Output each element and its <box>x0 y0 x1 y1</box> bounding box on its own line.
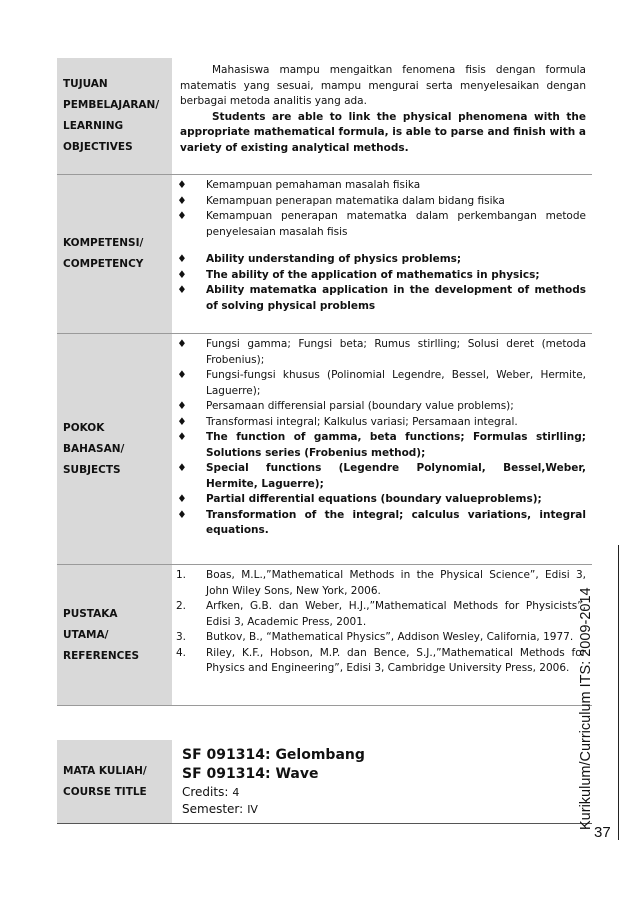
course-label: MATA KULIAH/ COURSE TITLE <box>57 740 172 823</box>
references-row <box>57 565 592 706</box>
references-list <box>176 568 586 677</box>
bullet-diamond-icon: ♦ <box>177 415 187 428</box>
subjects-content <box>172 334 592 564</box>
bullet-diamond-icon: ♦ <box>177 179 187 191</box>
bullet-diamond-icon: ♦ <box>177 338 187 350</box>
list-item: ♦ Fungsi-fungsi khusus (Polinomial Legendre, Bessel, Weber, Hermite, Laguerre); <box>177 369 586 397</box>
list-item: ♦ Kemampuan penerapan matematka dalam perkembangan metode penyelesaian masalah fisis <box>177 210 586 238</box>
course-title-id: SF 091314: Gelombang <box>182 747 365 763</box>
bullet-diamond-icon: ♦ <box>177 493 187 505</box>
list-item: ♦ Transformation of the integral; calculus variations, integral equations. <box>177 508 586 536</box>
objectives-text-en: Students are able to link the physical phenomena with the appropriate mathematical formula, is able to parse and finish with a variety of existing analytical methods. <box>180 110 586 154</box>
objectives-content <box>172 58 592 174</box>
list-item: 3. Butkov, B., “Mathematical Physics”, Addison Wesley, California, 1977. <box>176 631 574 643</box>
competency-row <box>57 175 592 334</box>
bullet-diamond-icon: ♦ <box>177 431 187 443</box>
bullet-diamond-icon: ♦ <box>177 284 187 296</box>
curriculum-side-label: Kurikulum/Curriculum ITS: 2009-2014 <box>578 587 594 830</box>
list-item: ♦ Ability understanding of physics problems; <box>176 252 586 268</box>
subjects-list-id <box>176 337 586 430</box>
list-item: ♦ Ability matematka application in the development of methods of solving physical problems <box>177 284 586 312</box>
subjects-label: POKOK BAHASAN/ SUBJECTS <box>57 334 172 564</box>
list-item: ♦ Persamaan differensial parsial (boundary value problems); <box>176 399 586 415</box>
list-item: 2. Arfken, G.B. dan Weber, H.J.,”Mathematical Methods for Physicists”, Edisi 3, Academic Press, 2001. <box>176 600 586 628</box>
course-title-box <box>57 740 592 824</box>
bullet-diamond-icon: ♦ <box>177 268 187 281</box>
objectives-label: TUJUAN PEMBELAJARAN/ LEARNING OBJECTIVES <box>57 58 172 174</box>
list-item: ♦ Special functions (Legendre Polynomial, Bessel,Weber, Hermite, Laguerre); <box>177 462 586 490</box>
bullet-diamond-icon: ♦ <box>177 194 187 207</box>
list-item: ♦ Fungsi gamma; Fungsi beta; Rumus stirlling; Solusi deret (metoda Frobenius); <box>177 338 586 366</box>
bullet-diamond-icon: ♦ <box>177 253 187 265</box>
competency-label: KOMPETENSI/ COMPETENCY <box>57 175 172 333</box>
list-item: ♦ The function of gamma, beta functions; Formulas stirlling; Solutions series (Frobenius method); <box>177 431 586 459</box>
list-item: ♦ The ability of the application of mathematics in physics; <box>176 268 586 284</box>
list-item: 1. Boas, M.L.,”Mathematical Methods in the Physical Science”, Edisi 3, John Wiley Sons, New York, 2006. <box>176 569 586 597</box>
bullet-diamond-icon: ♦ <box>177 210 187 222</box>
bullet-diamond-icon: ♦ <box>177 508 187 521</box>
objectives-text-id: Mahasiswa mampu mengaitkan fenomena fisis dengan formula matematis yang sesuai, mampu mengurai serta menyelesaikan dengan berbagai metoda analitis yang ada. <box>180 64 586 107</box>
bullet-diamond-icon: ♦ <box>177 369 187 381</box>
subjects-list-en <box>176 430 586 539</box>
bullet-diamond-icon: ♦ <box>177 462 187 474</box>
competency-list-id <box>176 178 586 240</box>
list-item: 4. Riley, K.F., Hobson, M.P. dan Bence, S.J.,”Mathematical Methods for Physics and Engineering”, Edisi 3, Cambridge University Press, 2006. <box>176 646 586 674</box>
objectives-row <box>57 58 592 175</box>
competency-content <box>172 175 592 333</box>
page-number: 37 <box>594 824 611 841</box>
subjects-row <box>57 334 592 565</box>
list-item: ♦ Kemampuan pemahaman masalah fisika <box>176 178 586 194</box>
course-semester: Semester: IV <box>182 802 258 816</box>
references-content <box>172 565 592 705</box>
list-item: ♦ Partial differential equations (boundary valueproblems); <box>176 492 586 508</box>
list-item: ♦ Transformasi integral; Kalkulus variasi; Persamaan integral. <box>176 415 586 431</box>
references-label: PUSTAKA UTAMA/ REFERENCES <box>57 565 172 705</box>
bullet-diamond-icon: ♦ <box>177 400 187 412</box>
curriculum-table <box>57 58 592 706</box>
list-item: ♦ Kemampuan penerapan matematika dalam bidang fisika <box>176 194 586 210</box>
course-title-en: SF 091314: Wave <box>182 766 319 782</box>
competency-list-en <box>176 252 586 314</box>
course-credits: Credits: 4 <box>182 785 240 799</box>
course-content <box>172 740 592 823</box>
